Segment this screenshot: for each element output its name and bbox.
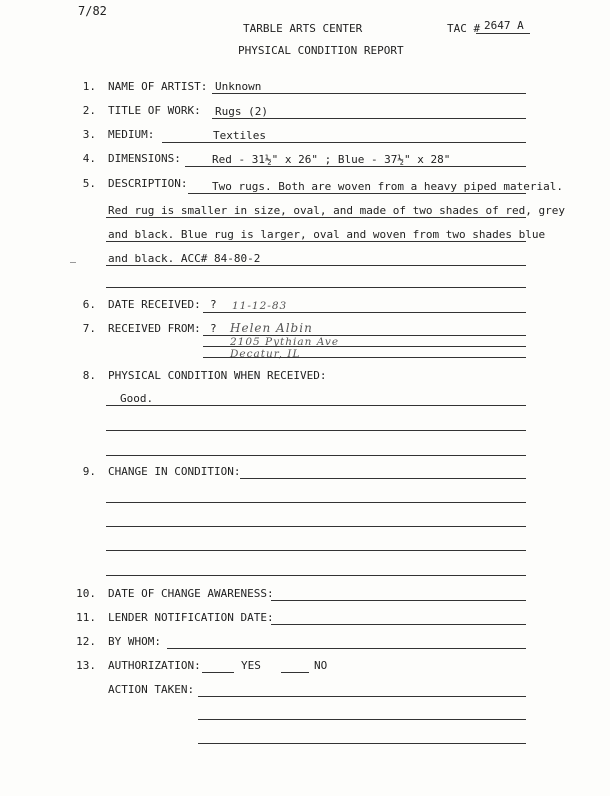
change-line bbox=[106, 526, 526, 527]
title-value: Rugs (2) bbox=[215, 105, 268, 118]
authorization-label: AUTHORIZATION: bbox=[108, 659, 201, 672]
artist-line bbox=[212, 93, 526, 94]
change-awareness-line bbox=[271, 600, 526, 601]
change-line bbox=[240, 478, 526, 479]
received-from-name: Helen Albin bbox=[230, 321, 313, 335]
condition-line bbox=[106, 430, 526, 431]
action-taken-label: ACTION TAKEN: bbox=[108, 683, 195, 696]
date-received-label: DATE RECEIVED: bbox=[108, 298, 201, 311]
received-from-city: Decatur, IL bbox=[230, 348, 301, 360]
condition-received-value: Good. bbox=[120, 392, 154, 405]
condition-received-label: PHYSICAL CONDITION WHEN RECEIVED: bbox=[108, 369, 327, 382]
description-rule bbox=[106, 265, 526, 266]
dimensions-label: DIMENSIONS: bbox=[108, 152, 181, 165]
yes-line bbox=[202, 672, 234, 673]
received-from-line bbox=[203, 357, 526, 358]
received-from-q: ? bbox=[210, 322, 217, 335]
change-line bbox=[106, 575, 526, 576]
change-line bbox=[106, 502, 526, 503]
dimensions-line bbox=[185, 166, 526, 167]
description-rule bbox=[106, 217, 526, 218]
no-line bbox=[281, 672, 309, 673]
change-awareness-label: DATE OF CHANGE AWARENESS: bbox=[108, 587, 274, 600]
item-number: 13. bbox=[76, 659, 96, 672]
item-number: 8. bbox=[82, 369, 96, 382]
received-from-label: RECEIVED FROM: bbox=[108, 322, 201, 335]
no-option: NO bbox=[314, 659, 328, 672]
item-number: 10. bbox=[76, 587, 96, 600]
item-number: 12. bbox=[76, 635, 96, 648]
description-line-1: Two rugs. Both are woven from a heavy piped material. bbox=[212, 180, 563, 193]
title-line bbox=[212, 118, 526, 119]
description-line-2: Red rug is smaller in size, oval, and made of two shades of red, grey bbox=[108, 204, 565, 217]
medium-value: Textiles bbox=[213, 129, 266, 142]
description-rule bbox=[106, 287, 526, 288]
dimensions-value: Red - 31½" x 26" ; Blue - 37½" x 28" bbox=[212, 153, 451, 166]
item-number: 7. bbox=[82, 322, 96, 335]
artist-value: Unknown bbox=[215, 80, 262, 93]
condition-line bbox=[106, 455, 526, 456]
description-rule bbox=[106, 241, 526, 242]
by-whom-label: BY WHOM: bbox=[108, 635, 161, 648]
item-number: 9. bbox=[82, 465, 96, 478]
item-number: 3. bbox=[82, 128, 96, 141]
tac-label: TAC # bbox=[447, 22, 481, 35]
artist-label: NAME OF ARTIST: bbox=[108, 80, 208, 93]
item-number: 4. bbox=[82, 152, 96, 165]
lender-line bbox=[271, 624, 526, 625]
tac-line bbox=[476, 33, 530, 34]
tac-number: 2647 A bbox=[484, 19, 524, 32]
org-name: TARBLE ARTS CENTER bbox=[243, 22, 363, 35]
date-received-line bbox=[203, 312, 526, 313]
item-number: 11. bbox=[76, 611, 96, 624]
action-line bbox=[198, 696, 526, 697]
change-line bbox=[106, 550, 526, 551]
item-number: 2. bbox=[82, 104, 96, 117]
description-label: DESCRIPTION: bbox=[108, 177, 188, 190]
date-received-q: ? bbox=[210, 298, 217, 311]
description-rule bbox=[188, 193, 526, 194]
corner-date: 7/82 bbox=[78, 4, 107, 18]
medium-line bbox=[162, 142, 526, 143]
paper-mark bbox=[70, 262, 76, 263]
item-number: 6. bbox=[82, 298, 96, 311]
action-line bbox=[198, 743, 526, 744]
condition-line bbox=[106, 405, 526, 406]
date-received-handwritten: 11-12-83 bbox=[232, 300, 288, 312]
medium-label: MEDIUM: bbox=[108, 128, 155, 141]
description-line-3: and black. Blue rug is larger, oval and woven from two shades blue bbox=[108, 228, 546, 241]
item-number: 1. bbox=[82, 80, 96, 93]
received-from-street: 2105 Pythian Ave bbox=[230, 336, 340, 348]
item-number: 5. bbox=[82, 177, 96, 190]
lender-label: LENDER NOTIFICATION DATE: bbox=[108, 611, 274, 624]
title-label: TITLE OF WORK: bbox=[108, 104, 201, 117]
action-line bbox=[198, 719, 526, 720]
change-label: CHANGE IN CONDITION: bbox=[108, 465, 241, 478]
yes-option: YES bbox=[241, 659, 261, 672]
description-line-4: and black. ACC# 84-80-2 bbox=[108, 252, 261, 265]
page-title: PHYSICAL CONDITION REPORT bbox=[238, 44, 404, 57]
by-whom-line bbox=[167, 648, 526, 649]
